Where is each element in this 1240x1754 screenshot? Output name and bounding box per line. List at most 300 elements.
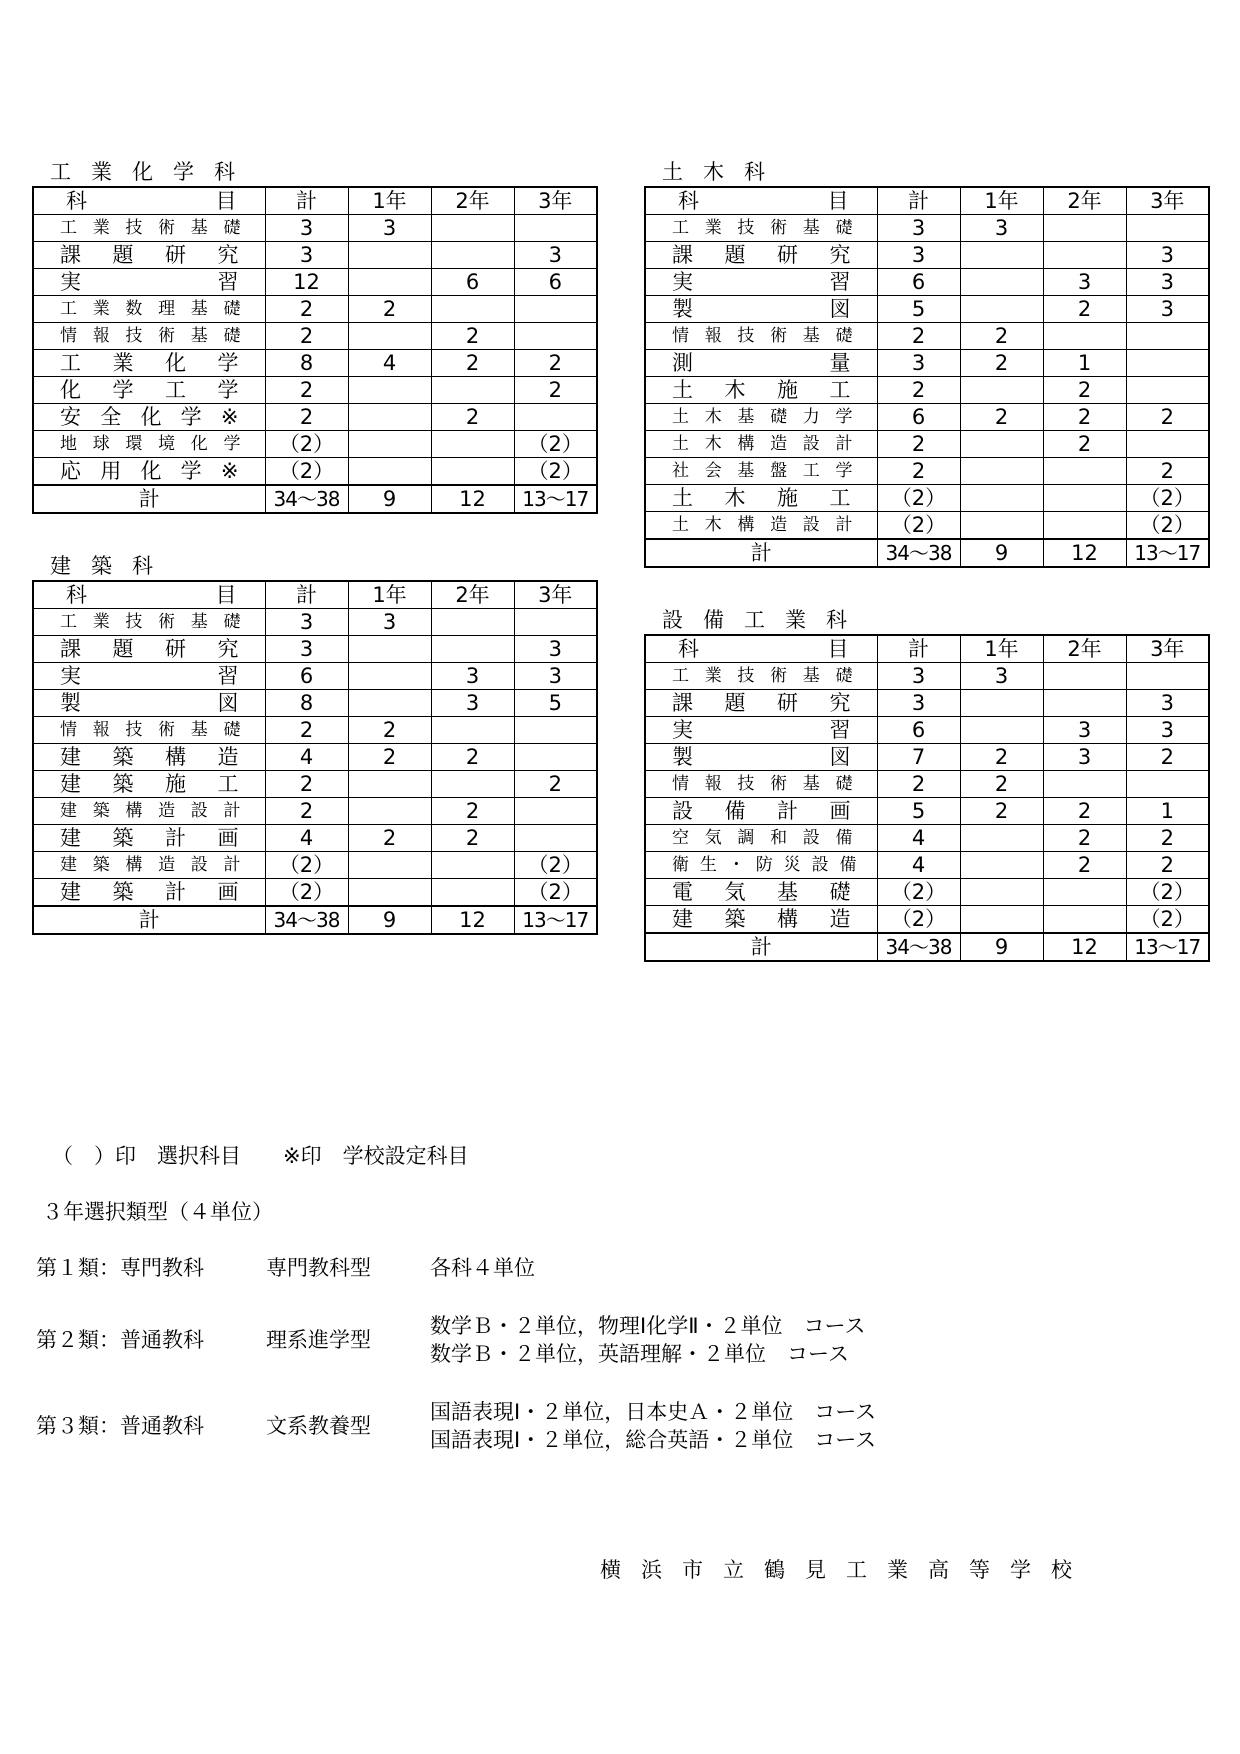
year2-cell	[431, 377, 514, 404]
table-row	[645, 825, 1209, 852]
year3-cell: （2）	[514, 458, 597, 486]
subject-cell: 実習	[33, 269, 265, 296]
year2-cell	[431, 771, 514, 798]
total-cell: （2）	[265, 879, 348, 907]
year2-cell	[1043, 512, 1126, 540]
year1-cell	[348, 771, 431, 798]
subject-cell: 工業技術基礎	[645, 663, 877, 690]
curriculum-table	[644, 634, 1210, 962]
year3-cell	[1126, 323, 1209, 350]
total-cell: 4	[877, 825, 960, 852]
type2-detail-1: 数学Ｂ・２単位，物理Ⅰ化学Ⅱ・２単位 コース	[430, 1314, 866, 1338]
year2-cell	[431, 879, 514, 907]
year3-cell: 3	[1126, 269, 1209, 296]
total-cell: 2	[265, 771, 348, 798]
year1-cell	[348, 242, 431, 269]
year2-cell	[431, 852, 514, 879]
year2-cell	[431, 431, 514, 458]
year2-cell	[431, 636, 514, 663]
header-year1: 1年	[960, 635, 1043, 663]
year3-cell: 3	[1126, 296, 1209, 323]
year3-cell: 2	[514, 377, 597, 404]
table-row	[645, 879, 1209, 906]
year2-cell: 2	[1043, 296, 1126, 323]
year3-cell: 3	[514, 636, 597, 663]
school-name: 横浜市立鶴見工業高等学校	[600, 1558, 1092, 1582]
year2-cell	[1043, 906, 1126, 934]
table-row	[645, 771, 1209, 798]
year2-cell: 2	[431, 404, 514, 431]
year3-cell	[514, 825, 597, 852]
year3-cell: 2	[1126, 825, 1209, 852]
table-sum-row	[645, 539, 1209, 567]
subject-cell: 製図	[645, 744, 877, 771]
year3-cell: 2	[1126, 458, 1209, 485]
year1-cell	[960, 458, 1043, 485]
subject-cell: 建築計画	[33, 825, 265, 852]
subject-cell: 測量	[645, 350, 877, 377]
year1-cell	[960, 485, 1043, 512]
section-title: 設備工業科	[662, 608, 867, 632]
table-sum-row	[33, 485, 597, 513]
year2-cell: 2	[1043, 852, 1126, 879]
year1-cell	[348, 636, 431, 663]
total-cell: 2	[265, 404, 348, 431]
year2-cell: 3	[431, 663, 514, 690]
total-cell: 5	[877, 798, 960, 825]
subject-cell: 製図	[33, 690, 265, 717]
year3-cell: （2）	[1126, 879, 1209, 906]
subject-cell: 情報技術基礎	[645, 771, 877, 798]
table-row	[645, 404, 1209, 431]
table-row	[645, 323, 1209, 350]
total-cell: 6	[877, 269, 960, 296]
total-cell: 2	[265, 296, 348, 323]
header-subject: 科 目	[645, 187, 877, 215]
sum-total: 34～38	[877, 539, 960, 567]
year1-cell: 2	[348, 825, 431, 852]
year1-cell	[960, 852, 1043, 879]
year2-cell: 2	[431, 825, 514, 852]
year2-cell: 2	[1043, 377, 1126, 404]
year1-cell	[348, 879, 431, 907]
sum-year2: 12	[1043, 933, 1126, 961]
subject-cell: 課題研究	[645, 690, 877, 717]
subject-cell: 電気基礎	[645, 879, 877, 906]
subject-cell: 実習	[645, 717, 877, 744]
table-row	[645, 458, 1209, 485]
type1-kind: 専門教科型	[266, 1256, 371, 1280]
subject-cell: 建築計画	[33, 879, 265, 907]
table-row	[33, 690, 597, 717]
sum-total: 34～38	[265, 485, 348, 513]
header-year3: 3年	[514, 581, 597, 609]
year1-cell: 2	[348, 717, 431, 744]
year1-cell	[348, 269, 431, 296]
total-cell: 8	[265, 690, 348, 717]
total-cell: 3	[265, 242, 348, 269]
header-total: 計	[265, 187, 348, 215]
header-total: 計	[877, 187, 960, 215]
total-cell: 5	[877, 296, 960, 323]
header-year2: 2年	[431, 581, 514, 609]
year3-cell	[1126, 771, 1209, 798]
total-cell: 4	[265, 744, 348, 771]
subject-cell: 製図	[645, 296, 877, 323]
year1-cell	[348, 323, 431, 350]
table-row	[33, 825, 597, 852]
total-cell: 2	[877, 458, 960, 485]
subject-cell: 空気調和設備	[645, 825, 877, 852]
table-header-row	[645, 635, 1209, 663]
subject-cell: 工業技術基礎	[645, 215, 877, 242]
total-cell: 3	[265, 215, 348, 242]
total-cell: 2	[877, 771, 960, 798]
section-title: 土木科	[662, 160, 785, 184]
subject-cell: 情報技術基礎	[33, 717, 265, 744]
year3-cell	[514, 296, 597, 323]
total-cell: （2）	[877, 906, 960, 934]
subject-cell: 建築構造	[33, 744, 265, 771]
total-cell: 6	[265, 663, 348, 690]
curriculum-table	[644, 186, 1210, 568]
year1-cell: 4	[348, 350, 431, 377]
year3-cell: （2）	[514, 852, 597, 879]
total-cell: 6	[877, 404, 960, 431]
total-cell: 7	[877, 744, 960, 771]
table-row	[645, 377, 1209, 404]
type2-kind: 理系進学型	[266, 1328, 371, 1352]
table-row	[33, 323, 597, 350]
table-row	[33, 663, 597, 690]
subject-cell: 設備計画	[645, 798, 877, 825]
subject-cell: 実習	[33, 663, 265, 690]
year3-cell: （2）	[1126, 512, 1209, 540]
subject-cell: 建築構造	[645, 906, 877, 934]
year3-cell	[1126, 377, 1209, 404]
year3-cell: 5	[514, 690, 597, 717]
year2-cell: 2	[1043, 431, 1126, 458]
year3-cell: 2	[1126, 404, 1209, 431]
year3-cell	[514, 609, 597, 636]
table-row	[33, 404, 597, 431]
year2-cell: 1	[1043, 350, 1126, 377]
year2-cell	[431, 458, 514, 486]
type3-detail-1: 国語表現Ⅰ・２単位，日本史Ａ・２単位 コース	[430, 1400, 877, 1424]
header-year1: 1年	[348, 187, 431, 215]
table-row	[645, 744, 1209, 771]
header-total: 計	[265, 581, 348, 609]
sum-label: 計	[33, 485, 265, 513]
sum-year1: 9	[960, 933, 1043, 961]
notes-heading: ３年選択類型（４単位）	[42, 1200, 273, 1224]
year1-cell: 3	[960, 215, 1043, 242]
subject-cell: 工業化学	[33, 350, 265, 377]
year3-cell	[514, 404, 597, 431]
year1-cell	[348, 852, 431, 879]
table-row	[645, 350, 1209, 377]
header-year3: 3年	[514, 187, 597, 215]
year1-cell	[348, 404, 431, 431]
table-row	[645, 690, 1209, 717]
subject-cell: 課題研究	[33, 636, 265, 663]
table-sum-row	[33, 906, 597, 934]
sum-year1: 9	[348, 906, 431, 934]
subject-cell: 工業技術基礎	[33, 609, 265, 636]
table-row	[645, 215, 1209, 242]
year3-cell: 3	[514, 242, 597, 269]
year2-cell: 2	[431, 350, 514, 377]
table-header-row	[645, 187, 1209, 215]
table-row	[645, 906, 1209, 934]
table-row	[645, 431, 1209, 458]
subject-cell: 土木施工	[645, 377, 877, 404]
year2-cell: 3	[431, 690, 514, 717]
section-kogyo-kagaku	[32, 158, 596, 514]
year2-cell	[1043, 458, 1126, 485]
subject-cell: 課題研究	[645, 242, 877, 269]
table-header-row	[33, 581, 597, 609]
year1-cell: 2	[348, 744, 431, 771]
type3-label: 第３類：普通教科	[36, 1414, 204, 1438]
header-year3: 3年	[1126, 187, 1209, 215]
year1-cell: 2	[960, 798, 1043, 825]
year2-cell	[431, 609, 514, 636]
table-row	[33, 458, 597, 486]
year2-cell	[431, 215, 514, 242]
year1-cell: 2	[960, 404, 1043, 431]
table-row	[33, 296, 597, 323]
header-year2: 2年	[1043, 635, 1126, 663]
total-cell: （2）	[265, 852, 348, 879]
total-cell: 4	[265, 825, 348, 852]
year1-cell	[348, 798, 431, 825]
sum-year1: 9	[960, 539, 1043, 567]
table-row	[645, 485, 1209, 512]
year1-cell	[348, 431, 431, 458]
total-cell: 2	[877, 377, 960, 404]
subject-cell: 社会基盤工学	[645, 458, 877, 485]
subject-cell: 課題研究	[33, 242, 265, 269]
year3-cell: 2	[1126, 852, 1209, 879]
subject-cell: 工業技術基礎	[33, 215, 265, 242]
type2-label: 第２類：普通教科	[36, 1328, 204, 1352]
table-row	[33, 879, 597, 907]
year2-cell: 2	[1043, 404, 1126, 431]
table-row	[33, 771, 597, 798]
year1-cell: 2	[960, 323, 1043, 350]
subject-cell: 安全化学※	[33, 404, 265, 431]
year1-cell	[960, 512, 1043, 540]
year2-cell: 3	[1043, 269, 1126, 296]
header-year1: 1年	[348, 581, 431, 609]
year2-cell	[1043, 690, 1126, 717]
header-year2: 2年	[1043, 187, 1126, 215]
sum-year2: 12	[431, 906, 514, 934]
subject-cell: 応用化学※	[33, 458, 265, 486]
total-cell: 3	[877, 350, 960, 377]
table-row	[33, 717, 597, 744]
year2-cell	[1043, 242, 1126, 269]
total-cell: （2）	[265, 458, 348, 486]
year1-cell	[348, 458, 431, 486]
year3-cell	[514, 323, 597, 350]
year3-cell	[1126, 215, 1209, 242]
year3-cell: 1	[1126, 798, 1209, 825]
year2-cell	[431, 296, 514, 323]
year1-cell	[348, 690, 431, 717]
year2-cell: 2	[431, 744, 514, 771]
header-year1: 1年	[960, 187, 1043, 215]
section-title: 建築科	[50, 554, 173, 578]
year3-cell: 2	[514, 350, 597, 377]
year2-cell	[1043, 663, 1126, 690]
subject-cell: 情報技術基礎	[33, 323, 265, 350]
subject-cell: 土木構造設計	[645, 512, 877, 540]
section-title: 工業化学科	[50, 160, 255, 184]
table-row	[33, 636, 597, 663]
table-row	[645, 269, 1209, 296]
subject-cell: 工業数理基礎	[33, 296, 265, 323]
year3-cell	[514, 717, 597, 744]
year3-cell: （2）	[514, 431, 597, 458]
subject-cell: 建築構造設計	[33, 798, 265, 825]
total-cell: 2	[265, 377, 348, 404]
total-cell: 6	[877, 717, 960, 744]
sum-year2: 12	[431, 485, 514, 513]
table-row	[33, 242, 597, 269]
total-cell: 2	[877, 431, 960, 458]
year1-cell	[960, 431, 1043, 458]
year2-cell: 2	[431, 798, 514, 825]
header-total: 計	[877, 635, 960, 663]
type3-detail-2: 国語表現Ⅰ・２単位，総合英語・２単位 コース	[430, 1428, 877, 1452]
year1-cell: 3	[960, 663, 1043, 690]
sum-label: 計	[645, 539, 877, 567]
total-cell: 3	[877, 663, 960, 690]
table-row	[33, 431, 597, 458]
year2-cell	[1043, 323, 1126, 350]
total-cell: （2）	[877, 485, 960, 512]
year1-cell	[348, 663, 431, 690]
year3-cell: （2）	[514, 879, 597, 907]
sum-year3: 13～17	[514, 485, 597, 513]
type3-kind: 文系教養型	[266, 1414, 371, 1438]
type1-label: 第１類：専門教科	[36, 1256, 204, 1280]
sum-year3: 13～17	[1126, 539, 1209, 567]
type1-detail: 各科４単位	[430, 1256, 535, 1280]
year1-cell	[960, 906, 1043, 934]
curriculum-table	[32, 186, 598, 514]
year3-cell	[514, 744, 597, 771]
sum-label: 計	[645, 933, 877, 961]
header-subject: 科 目	[645, 635, 877, 663]
year1-cell: 3	[348, 609, 431, 636]
year2-cell: 6	[431, 269, 514, 296]
total-cell: 2	[265, 717, 348, 744]
year1-cell	[960, 717, 1043, 744]
total-cell: 12	[265, 269, 348, 296]
year1-cell	[960, 377, 1043, 404]
sum-year3: 13～17	[514, 906, 597, 934]
header-subject: 科 目	[33, 581, 265, 609]
header-year3: 3年	[1126, 635, 1209, 663]
total-cell: 3	[877, 690, 960, 717]
year1-cell	[960, 690, 1043, 717]
subject-cell: 建築構造設計	[33, 852, 265, 879]
total-cell: 3	[265, 636, 348, 663]
year3-cell	[1126, 350, 1209, 377]
year2-cell: 3	[1043, 717, 1126, 744]
sum-year1: 9	[348, 485, 431, 513]
section-doboku	[644, 158, 1208, 568]
header-year2: 2年	[431, 187, 514, 215]
sum-total: 34～38	[877, 933, 960, 961]
subject-cell: 実習	[645, 269, 877, 296]
year1-cell	[960, 296, 1043, 323]
year1-cell: 2	[960, 350, 1043, 377]
year2-cell	[1043, 771, 1126, 798]
table-row	[33, 269, 597, 296]
year3-cell: 3	[514, 663, 597, 690]
sum-year2: 12	[1043, 539, 1126, 567]
year1-cell: 2	[960, 771, 1043, 798]
total-cell: （2）	[877, 512, 960, 540]
subject-cell: 土木基礎力学	[645, 404, 877, 431]
type2-detail-2: 数学Ｂ・２単位，英語理解・２単位 コース	[430, 1342, 849, 1366]
year2-cell	[1043, 879, 1126, 906]
year3-cell: 3	[1126, 717, 1209, 744]
total-cell: （2）	[265, 431, 348, 458]
table-row	[33, 377, 597, 404]
table-row	[645, 798, 1209, 825]
notes-legend: （ ）印 選択科目 ※印 学校設定科目	[52, 1144, 469, 1168]
table-row	[645, 717, 1209, 744]
year2-cell	[1043, 485, 1126, 512]
subject-cell: 土木構造設計	[645, 431, 877, 458]
table-row	[645, 852, 1209, 879]
subject-cell: 土木施工	[645, 485, 877, 512]
table-row	[645, 512, 1209, 540]
year1-cell	[960, 825, 1043, 852]
year3-cell: 6	[514, 269, 597, 296]
year3-cell	[514, 215, 597, 242]
year1-cell: 2	[348, 296, 431, 323]
table-row	[645, 296, 1209, 323]
curriculum-table	[32, 580, 598, 935]
year2-cell: 3	[1043, 744, 1126, 771]
year2-cell: 2	[1043, 798, 1126, 825]
year2-cell	[431, 242, 514, 269]
year1-cell: 3	[348, 215, 431, 242]
total-cell: 3	[877, 215, 960, 242]
year3-cell	[514, 798, 597, 825]
table-row	[33, 798, 597, 825]
total-cell: 4	[877, 852, 960, 879]
year1-cell	[960, 269, 1043, 296]
table-row	[33, 744, 597, 771]
subject-cell: 情報技術基礎	[645, 323, 877, 350]
header-subject: 科 目	[33, 187, 265, 215]
year3-cell: （2）	[1126, 485, 1209, 512]
year1-cell	[960, 242, 1043, 269]
total-cell: 2	[265, 323, 348, 350]
subject-cell: 化学工学	[33, 377, 265, 404]
total-cell: （2）	[877, 879, 960, 906]
table-row	[33, 852, 597, 879]
total-cell: 3	[265, 609, 348, 636]
table-header-row	[33, 187, 597, 215]
